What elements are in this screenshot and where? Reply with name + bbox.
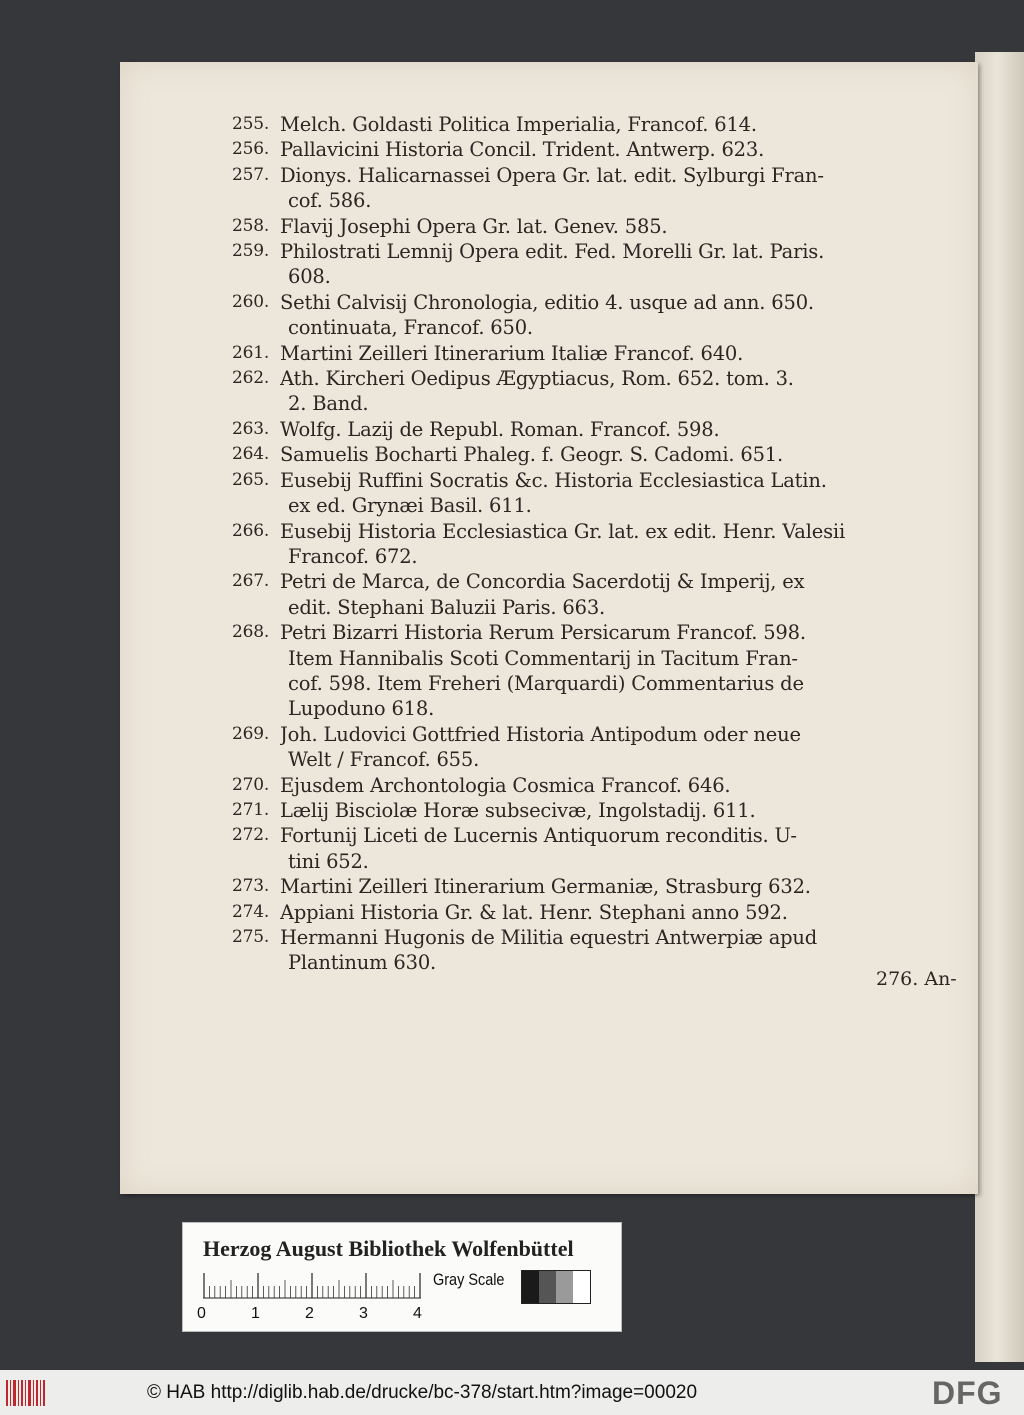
barcode-bar	[40, 1380, 41, 1406]
entry-number: 260.	[232, 291, 270, 312]
entry-continuation-line: tini 652.	[288, 849, 369, 873]
ruler-label: 0	[197, 1305, 206, 1322]
entry-text	[278, 468, 962, 519]
entry-text	[278, 722, 962, 773]
catalog-entry-list	[232, 112, 962, 976]
entry-continuation-line: Lupoduno 618.	[288, 697, 435, 721]
entry-continuation-line: Francof. 672.	[288, 544, 418, 568]
catalog-entry	[232, 417, 962, 442]
entry-number: 264.	[232, 444, 270, 465]
footer-bar	[0, 1370, 1024, 1415]
entry-number: 262.	[232, 368, 270, 389]
catalog-entry	[232, 137, 962, 162]
catchword: 276. An-	[876, 968, 957, 990]
entry-number: 273.	[232, 876, 270, 897]
entry-continuation-line: ex ed. Grynæi Basil. 611.	[288, 494, 532, 518]
entry-text	[278, 341, 962, 366]
entry-line: Samuelis Bocharti Phaleg. f. Geogr. S. Cadomi. 651.	[280, 443, 783, 467]
entry-line: Petri Bizarri Historia Rerum Persicarum Francof. 598.	[280, 621, 806, 645]
ruler-label: 2	[305, 1305, 314, 1322]
entry-text	[278, 214, 962, 239]
barcode-bar	[25, 1380, 26, 1406]
entry-continuation-line: edit. Stephani Baluzii Paris. 663.	[288, 595, 606, 619]
entry-number: 256.	[232, 139, 270, 160]
entry-continuation-line: cof. 598. Item Freheri (Marquardi) Commentarius de	[288, 671, 804, 695]
entry-line: Dionys. Halicarnassei Opera Gr. lat. edit. Sylburgi Fran-	[280, 163, 824, 187]
entry-text	[278, 137, 962, 162]
entry-text	[278, 163, 962, 214]
entry-continuation-line: Item Hannibalis Scoti Commentarij in Tacitum Fran-	[288, 646, 798, 670]
entry-line: Fortunij Liceti de Lucernis Antiquorum reconditis. U-	[280, 824, 797, 848]
barcode-bar	[21, 1380, 23, 1406]
entry-number: 275.	[232, 927, 270, 947]
catalog-entry	[232, 468, 962, 519]
catalog-entry	[232, 900, 962, 925]
entry-text	[278, 366, 962, 417]
entry-number: 257.	[232, 164, 270, 185]
entry-line: Flavij Josephi Opera Gr. lat. Genev. 585.	[280, 214, 668, 238]
entry-line: Lælij Bisciolæ Horæ subsecivæ, Ingolstadij. 611.	[280, 798, 756, 822]
entry-continuation-line: 608.	[288, 265, 331, 289]
entry-number: 270.	[232, 774, 270, 795]
barcode-bar	[13, 1380, 16, 1406]
entry-line: Hermanni Hugonis de Militia equestri Antwerpiæ apud	[280, 926, 818, 949]
ruler-label: 4	[413, 1305, 422, 1322]
catalog-entry	[232, 239, 962, 290]
gray-swatch	[522, 1271, 539, 1303]
entry-continuation-line: continuata, Francof. 650.	[288, 316, 533, 340]
barcode-bar	[18, 1380, 19, 1406]
gray-scale-swatches	[521, 1270, 591, 1304]
entry-text	[278, 925, 962, 976]
catalog-entry	[232, 290, 962, 341]
entry-text	[278, 442, 962, 467]
entry-text	[278, 239, 962, 290]
barcode-bar	[28, 1380, 31, 1406]
entry-number: 268.	[232, 622, 270, 643]
copyright-url[interactable]: © HAB http://diglib.hab.de/drucke/bc-378/start.htm?image=00020	[147, 1382, 698, 1403]
gray-swatch	[556, 1271, 573, 1303]
catalog-entry	[232, 620, 962, 722]
entry-line: Eusebij Historia Ecclesiastica Gr. lat. ex edit. Henr. Valesii	[280, 519, 845, 543]
barcode-icon	[6, 1378, 46, 1408]
entry-text	[278, 874, 962, 899]
entry-line: Appiani Historia Gr. & lat. Henr. Stephani anno 592.	[280, 900, 788, 924]
entry-line: Pallavicini Historia Concil. Trident. Antwerp. 623.	[280, 138, 765, 162]
entry-text	[278, 290, 962, 341]
catalog-entry	[232, 823, 962, 874]
entry-number: 266.	[232, 520, 270, 541]
entry-line: Philostrati Lemnij Opera edit. Fed. Morelli Gr. lat. Paris.	[280, 240, 825, 264]
entry-number: 258.	[232, 215, 270, 236]
catalog-entry	[232, 163, 962, 214]
entry-line: Sethi Calvisij Chronologia, editio 4. usque ad ann. 650.	[280, 290, 814, 314]
entry-text	[278, 519, 962, 570]
entry-line: Petri de Marca, de Concordia Sacerdotij & Imperij, ex	[280, 570, 805, 594]
barcode-bar	[43, 1380, 45, 1406]
entry-text	[278, 620, 962, 722]
entry-number: 255.	[232, 114, 270, 134]
catalog-entry	[232, 773, 962, 798]
entry-line: Eusebij Ruffini Socratis &c. Historia Ecclesiastica Latin.	[280, 468, 827, 492]
entry-number: 269.	[232, 723, 270, 744]
catalog-entry	[232, 569, 962, 620]
catalog-entry	[232, 366, 962, 417]
entry-continuation-line: 2. Band.	[288, 392, 369, 416]
entry-line: Melch. Goldasti Politica Imperialia, Francof. 614.	[280, 113, 757, 136]
entry-number: 265.	[232, 469, 270, 490]
catalog-entry	[232, 341, 962, 366]
catalog-entry	[232, 798, 962, 823]
entry-continuation-line: Welt / Francof. 655.	[288, 748, 480, 772]
catalog-entry	[232, 442, 962, 467]
ruler-labels	[197, 1305, 437, 1325]
entry-text	[278, 900, 962, 925]
entry-continuation-line: Plantinum 630.	[288, 951, 437, 975]
gray-swatch	[573, 1271, 590, 1303]
entry-continuation-line: cof. 586.	[288, 189, 372, 213]
adjacent-page-edge	[975, 52, 1024, 1362]
catalog-entry	[232, 112, 962, 137]
entry-number: 261.	[232, 342, 270, 363]
ruler-label: 1	[251, 1305, 260, 1322]
catalog-entry	[232, 519, 962, 570]
entry-line: Ejusdem Archontologia Cosmica Francof. 646.	[280, 773, 731, 797]
entry-line: Martini Zeilleri Itinerarium Italiæ Francof. 640.	[280, 341, 744, 365]
gray-swatch	[539, 1271, 556, 1303]
barcode-bar	[36, 1380, 38, 1406]
entry-number: 271.	[232, 799, 270, 820]
entry-text	[278, 773, 962, 798]
barcode-bar	[10, 1380, 11, 1406]
catalog-entry	[232, 722, 962, 773]
entry-text	[278, 112, 962, 137]
entry-number: 259.	[232, 241, 270, 262]
entry-number: 267.	[232, 571, 270, 592]
entry-text	[278, 823, 962, 874]
entry-number: 263.	[232, 418, 270, 439]
entry-text	[278, 417, 962, 442]
library-name: Herzog August Bibliothek Wolfenbüttel	[203, 1236, 574, 1261]
entry-line: Joh. Ludovici Gottfried Historia Antipodum oder neue	[280, 722, 801, 746]
entry-line: Martini Zeilleri Itinerarium Germaniæ, Strasburg 632.	[280, 875, 811, 899]
barcode-bar	[33, 1380, 34, 1406]
catalog-entry	[232, 925, 962, 976]
catalog-entry	[232, 214, 962, 239]
entry-line: Wolfg. Lazij de Republ. Roman. Francof. 598.	[280, 417, 720, 441]
entry-line: Ath. Kircheri Oedipus Ægyptiacus, Rom. 652. tom. 3.	[280, 367, 794, 391]
entry-number: 274.	[232, 901, 270, 922]
entry-text	[278, 569, 962, 620]
reference-card	[182, 1222, 622, 1332]
barcode-bar	[6, 1380, 8, 1406]
gray-scale-label: Gray Scale	[433, 1270, 505, 1289]
entry-text	[278, 798, 962, 823]
catalog-entry	[232, 874, 962, 899]
dfg-logo: DFG	[932, 1375, 1003, 1411]
ruler-scale	[203, 1271, 421, 1299]
entry-number: 272.	[232, 825, 270, 846]
ruler-label: 3	[359, 1305, 368, 1322]
